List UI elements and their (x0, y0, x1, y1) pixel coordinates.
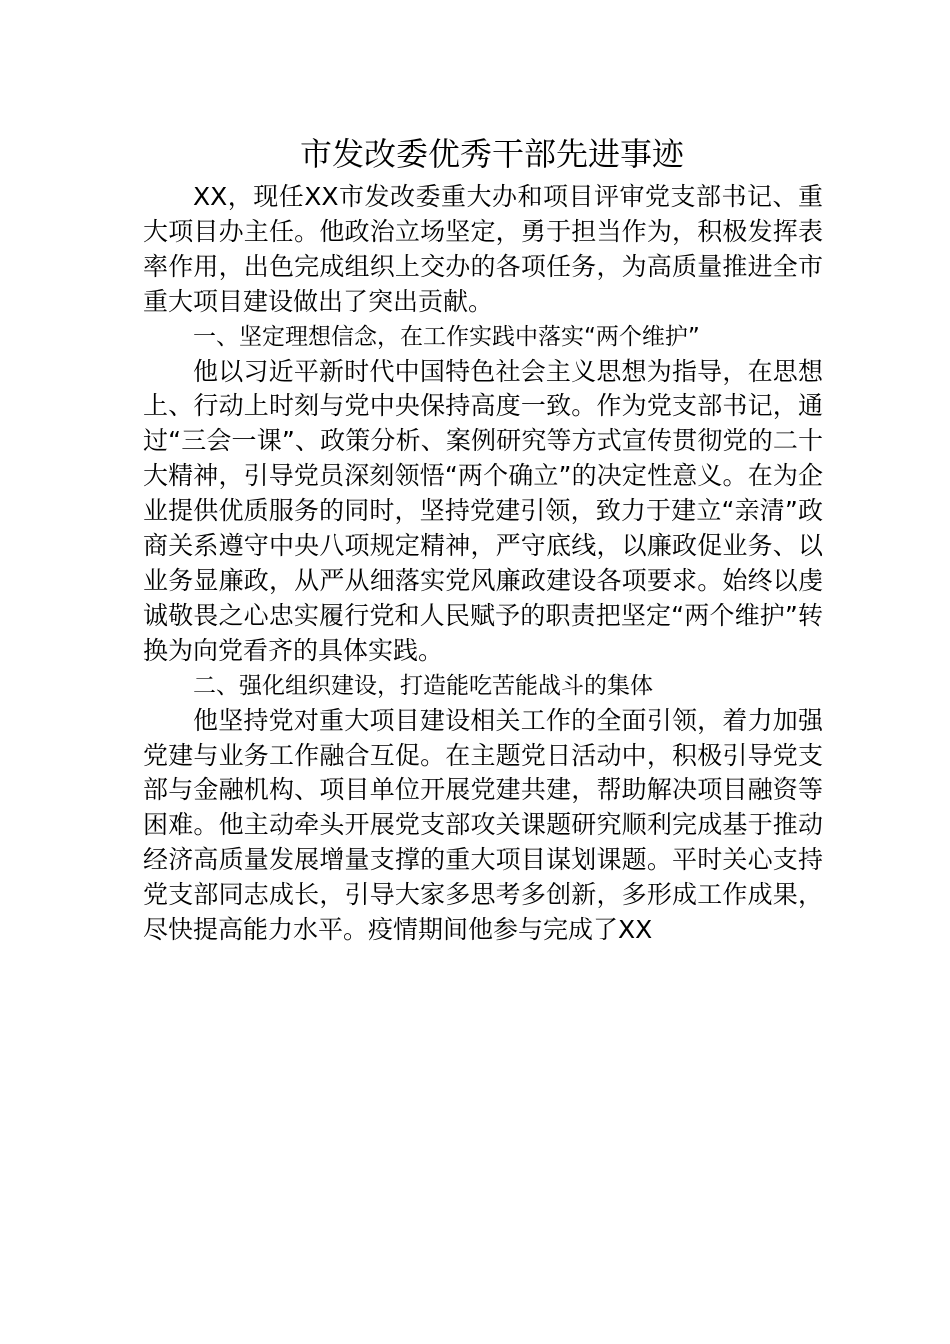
intro-paragraph: XX，现任XX市发改委重大办和项目评审党支部书记、重大项目办主任。他政治立场坚定，勇于担当作为，积极发挥表率作用，出色完成组织上交办的各项任务，为高质量推进全市重大项目建设做出了突出贡献。 (143, 182, 823, 316)
section-body-1: 他以习近平新时代中国特色社会主义思想为指导，在思想上、行动上时刻与党中央保持高度一致。作为党支部书记，通过“三会一课”、政策分析、案例研究等方式宣传贯彻党的二十大精神，引导党员深刻领悟“两个确立”的决定性意义。在为企业提供优质服务的同时，坚持党建引领，致力于建立“亲清”政商关系遵守中央八项规定精神，严守底线，以廉政促业务、以业务显廉政，从严从细落实党风廉政建设各项要求。始终以虔诚敬畏之心忠实履行党和人民赋予的职责把坚定“两个维护”转换为向党看齐的具体实践。 (143, 356, 823, 665)
document-page (143, 128, 823, 948)
section-body-2: 他坚持党对重大项目建设相关工作的全面引领，着力加强党建与业务工作融合互促。在主题党日活动中，积极引导党支部与金融机构、项目单位开展党建共建，帮助解决项目融资等困难。他主动牵头开展党支部攻关课题研究顺利完成基于推动经济高质量发展增量支撑的重大项目谋划课题。平时关心支持党支部同志成长，引导大家多思考多创新，多形成工作成果，尽快提高能力水平。疫情期间他参与完成了XX (143, 705, 823, 945)
section-heading-1: 一、坚定理想信念，在工作实践中落实“两个维护” (193, 323, 700, 350)
document-title: 市发改委优秀干部先进事迹 (299, 135, 684, 173)
section-heading-2: 二、强化组织建设，打造能吃苦能战斗的集体 (193, 672, 653, 699)
